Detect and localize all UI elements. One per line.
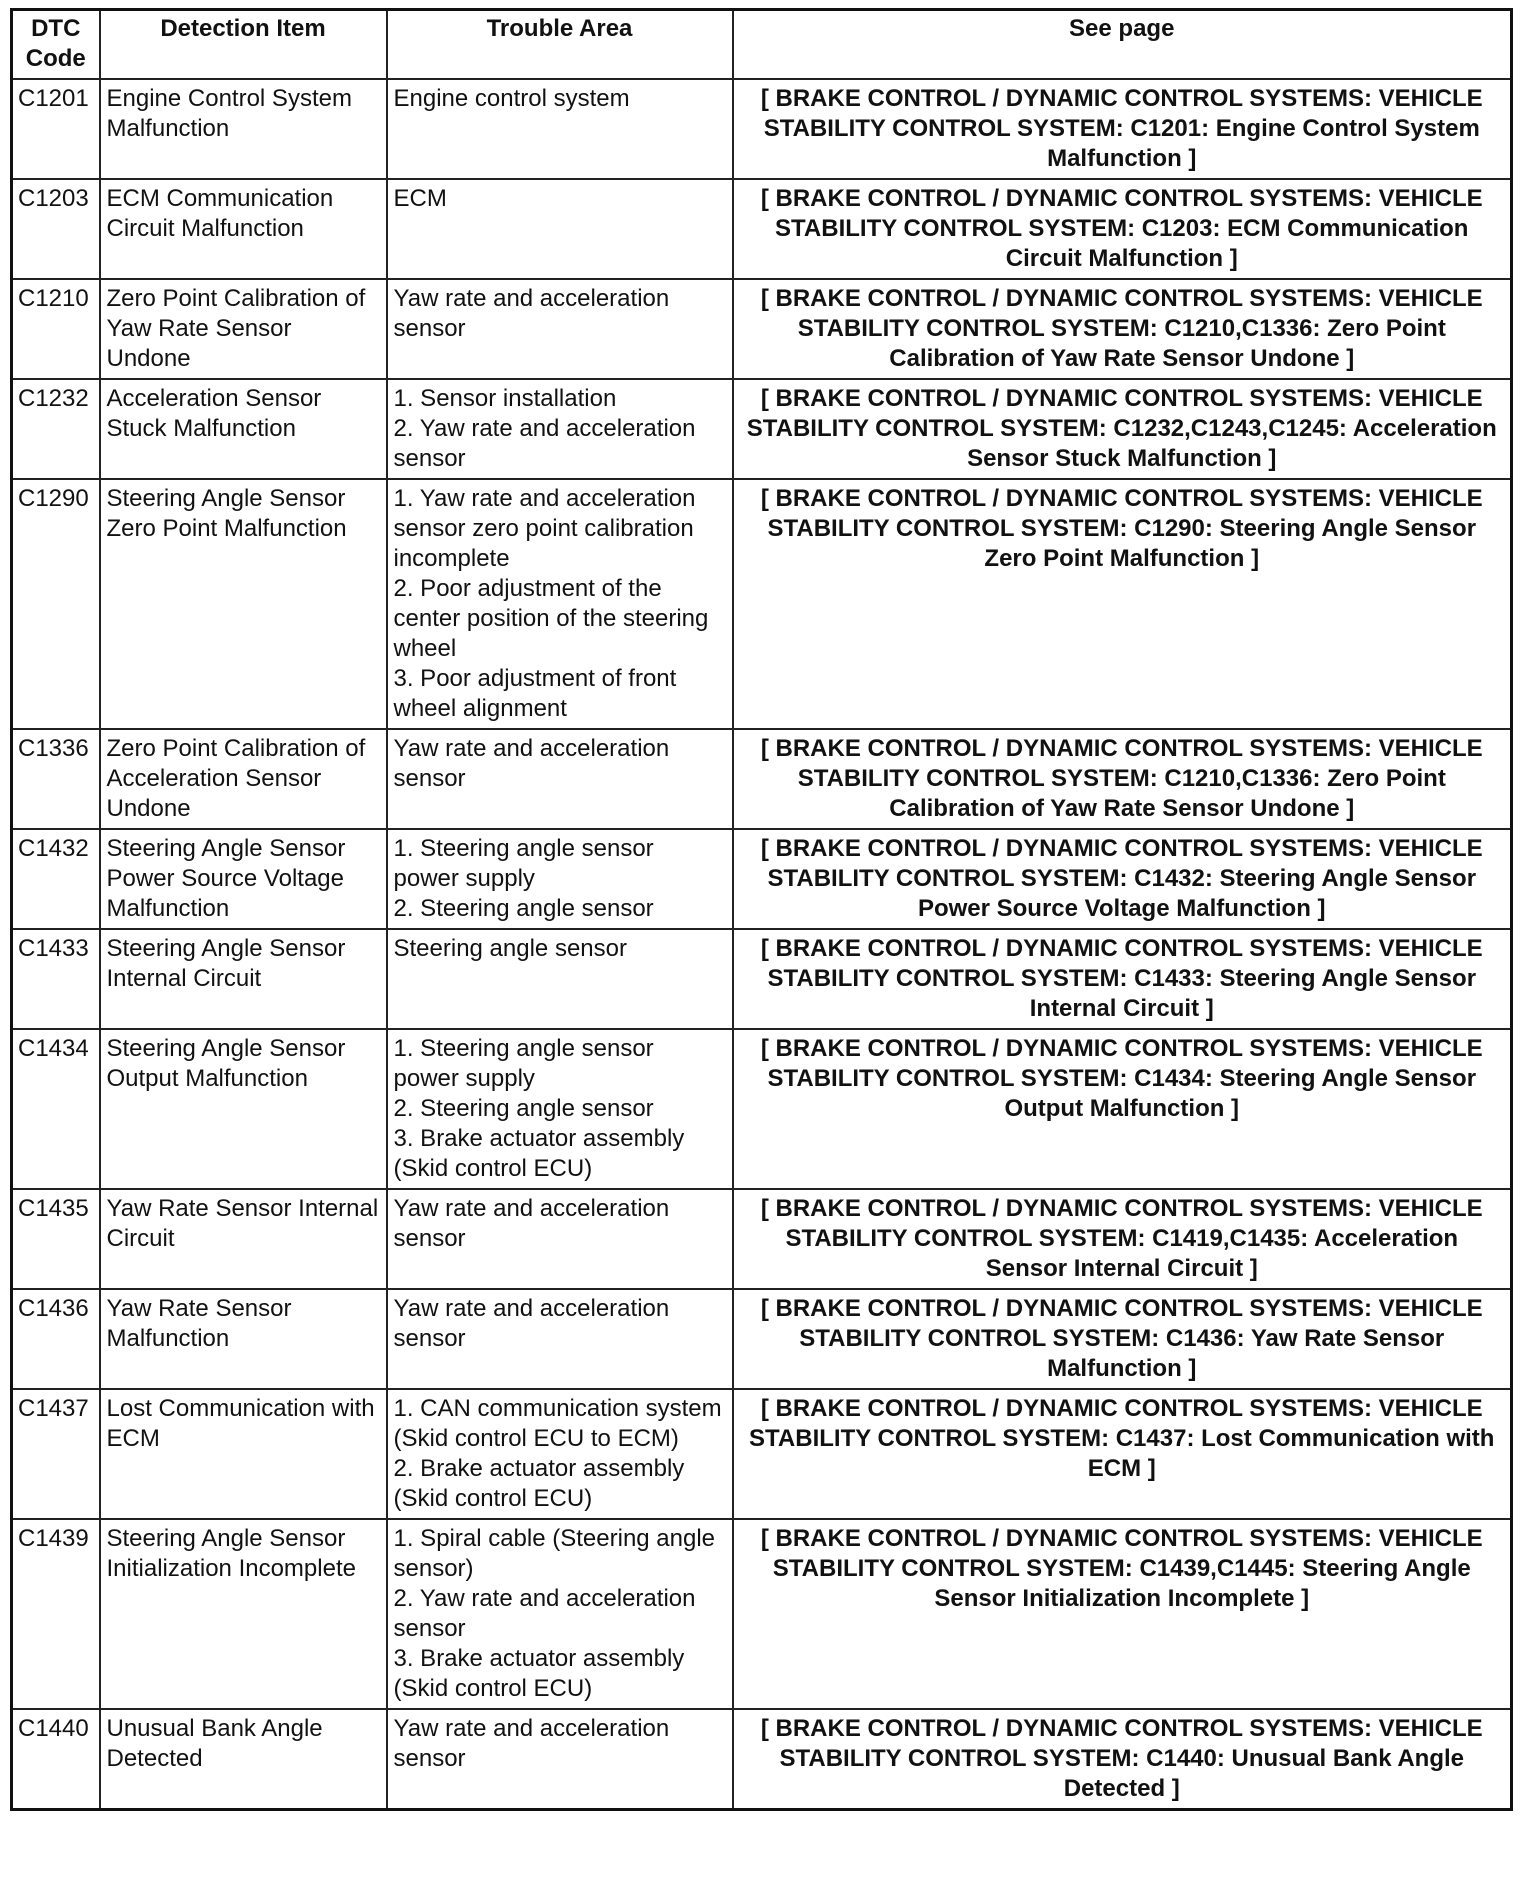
dtc-code-cell: C1436 (12, 1289, 100, 1389)
dtc-code-cell: C1336 (12, 729, 100, 829)
table-row (12, 1029, 1512, 1189)
trouble-area-cell (387, 1189, 733, 1289)
trouble-area-line: Yaw rate and acceleration sensor (393, 1715, 670, 1772)
trouble-area-cell (387, 279, 733, 379)
see-page-reference[interactable]: [ BRAKE CONTROL / DYNAMIC CONTROL SYSTEMS: VEHICLE STABILITY CONTROL SYSTEM: C1210,C1336: Zero Point Calibration of Yaw Rate Sensor Undone ] (733, 279, 1512, 379)
detection-item-cell: Engine Control System Malfunction (100, 79, 387, 179)
dtc-code-cell: C1437 (12, 1389, 100, 1519)
table-row (12, 829, 1512, 929)
table-row (12, 479, 1512, 729)
see-page-reference[interactable]: [ BRAKE CONTROL / DYNAMIC CONTROL SYSTEMS: VEHICLE STABILITY CONTROL SYSTEM: C1439,C1445: Steering Angle Sensor Initialization Incomplete ] (733, 1519, 1512, 1709)
table-row (12, 1519, 1512, 1709)
trouble-area-line: Engine control system (393, 85, 630, 112)
table-row (12, 1389, 1512, 1519)
detection-item-cell: Zero Point Calibration of Yaw Rate Sensor Undone (100, 279, 387, 379)
detection-item-cell: ECM Communication Circuit Malfunction (100, 179, 387, 279)
header-dtc-code (12, 10, 100, 80)
see-page-reference[interactable]: [ BRAKE CONTROL / DYNAMIC CONTROL SYSTEMS: VEHICLE STABILITY CONTROL SYSTEM: C1290: Steering Angle Sensor Zero Point Malfunction ] (733, 479, 1512, 729)
see-page-reference[interactable]: [ BRAKE CONTROL / DYNAMIC CONTROL SYSTEMS: VEHICLE STABILITY CONTROL SYSTEM: C1432: Steering Angle Sensor Power Source Voltage Malfunction ] (733, 829, 1512, 929)
trouble-area-cell (387, 729, 733, 829)
trouble-area-line: 2. Brake actuator assembly (Skid control ECU) (393, 1455, 685, 1512)
see-page-reference[interactable]: [ BRAKE CONTROL / DYNAMIC CONTROL SYSTEMS: VEHICLE STABILITY CONTROL SYSTEM: C1440: Unusual Bank Angle Detected ] (733, 1709, 1512, 1810)
dtc-code-cell: C1439 (12, 1519, 100, 1709)
detection-item-cell: Zero Point Calibration of Acceleration Sensor Undone (100, 729, 387, 829)
trouble-area-cell (387, 479, 733, 729)
header-dtc-code-line2: Code (25, 45, 86, 72)
see-page-reference[interactable]: [ BRAKE CONTROL / DYNAMIC CONTROL SYSTEMS: VEHICLE STABILITY CONTROL SYSTEM: C1210,C1336: Zero Point Calibration of Yaw Rate Sensor Undone ] (733, 729, 1512, 829)
table-row (12, 929, 1512, 1029)
see-page-reference[interactable]: [ BRAKE CONTROL / DYNAMIC CONTROL SYSTEMS: VEHICLE STABILITY CONTROL SYSTEM: C1433: Steering Angle Sensor Internal Circuit ] (733, 929, 1512, 1029)
table-row (12, 1189, 1512, 1289)
trouble-area-line: Yaw rate and acceleration sensor (393, 285, 670, 342)
dtc-code-cell: C1433 (12, 929, 100, 1029)
trouble-area-cell (387, 379, 733, 479)
trouble-area-cell (387, 829, 733, 929)
trouble-area-line: ECM (393, 185, 447, 212)
trouble-area-line: 2. Steering angle sensor (393, 1095, 654, 1122)
dtc-code-cell: C1232 (12, 379, 100, 479)
trouble-area-cell (387, 179, 733, 279)
dtc-code-cell: C1434 (12, 1029, 100, 1189)
trouble-area-line: 2. Yaw rate and acceleration sensor (393, 415, 696, 472)
see-page-reference[interactable]: [ BRAKE CONTROL / DYNAMIC CONTROL SYSTEMS: VEHICLE STABILITY CONTROL SYSTEM: C1203: ECM Communication Circuit Malfunction ] (733, 179, 1512, 279)
trouble-area-line: 1. Steering angle sensor power supply (393, 1035, 654, 1092)
trouble-area-line: 2. Yaw rate and acceleration sensor (393, 1585, 696, 1642)
table-row (12, 1709, 1512, 1810)
table-row (12, 1289, 1512, 1389)
dtc-code-cell: C1440 (12, 1709, 100, 1810)
header-detection-item: Detection Item (100, 10, 387, 80)
trouble-area-line: 3. Brake actuator assembly (Skid control ECU) (393, 1645, 685, 1702)
detection-item-cell: Yaw Rate Sensor Internal Circuit (100, 1189, 387, 1289)
detection-item-cell: Steering Angle Sensor Zero Point Malfunction (100, 479, 387, 729)
trouble-area-line: Steering angle sensor (393, 935, 627, 962)
trouble-area-line: 2. Steering angle sensor (393, 895, 654, 922)
detection-item-cell: Steering Angle Sensor Power Source Voltage Malfunction (100, 829, 387, 929)
table-row (12, 179, 1512, 279)
trouble-area-cell (387, 1289, 733, 1389)
trouble-area-line: Yaw rate and acceleration sensor (393, 1195, 670, 1252)
dtc-code-cell: C1290 (12, 479, 100, 729)
trouble-area-line: Yaw rate and acceleration sensor (393, 1295, 670, 1352)
see-page-reference[interactable]: [ BRAKE CONTROL / DYNAMIC CONTROL SYSTEMS: VEHICLE STABILITY CONTROL SYSTEM: C1201: Engine Control System Malfunction ] (733, 79, 1512, 179)
trouble-area-line: 2. Poor adjustment of the center position of the steering wheel (393, 575, 709, 662)
trouble-area-cell (387, 1389, 733, 1519)
trouble-area-line: 3. Poor adjustment of front wheel alignment (393, 665, 677, 722)
trouble-area-cell (387, 79, 733, 179)
detection-item-cell: Acceleration Sensor Stuck Malfunction (100, 379, 387, 479)
see-page-reference[interactable]: [ BRAKE CONTROL / DYNAMIC CONTROL SYSTEMS: VEHICLE STABILITY CONTROL SYSTEM: C1419,C1435: Acceleration Sensor Internal Circuit ] (733, 1189, 1512, 1289)
dtc-table-container (10, 8, 1510, 1811)
see-page-reference[interactable]: [ BRAKE CONTROL / DYNAMIC CONTROL SYSTEMS: VEHICLE STABILITY CONTROL SYSTEM: C1437: Lost Communication with ECM ] (733, 1389, 1512, 1519)
detection-item-cell: Lost Communication with ECM (100, 1389, 387, 1519)
detection-item-cell: Yaw Rate Sensor Malfunction (100, 1289, 387, 1389)
detection-item-cell: Unusual Bank Angle Detected (100, 1709, 387, 1810)
see-page-reference[interactable]: [ BRAKE CONTROL / DYNAMIC CONTROL SYSTEMS: VEHICLE STABILITY CONTROL SYSTEM: C1434: Steering Angle Sensor Output Malfunction ] (733, 1029, 1512, 1189)
header-dtc-code-line1: DTC (31, 15, 81, 42)
header-trouble-area: Trouble Area (387, 10, 733, 80)
trouble-area-cell (387, 1709, 733, 1810)
table-row (12, 279, 1512, 379)
trouble-area-line: 1. Spiral cable (Steering angle sensor) (393, 1525, 716, 1582)
dtc-code-cell: C1435 (12, 1189, 100, 1289)
trouble-area-line: 3. Brake actuator assembly (Skid control ECU) (393, 1125, 685, 1182)
dtc-code-cell: C1203 (12, 179, 100, 279)
header-see-page: See page (733, 10, 1512, 80)
see-page-reference[interactable]: [ BRAKE CONTROL / DYNAMIC CONTROL SYSTEMS: VEHICLE STABILITY CONTROL SYSTEM: C1436: Yaw Rate Sensor Malfunction ] (733, 1289, 1512, 1389)
table-row (12, 729, 1512, 829)
dtc-code-cell: C1210 (12, 279, 100, 379)
trouble-area-line: 1. Steering angle sensor power supply (393, 835, 654, 892)
table-row (12, 379, 1512, 479)
table-header-row (12, 10, 1512, 80)
detection-item-cell: Steering Angle Sensor Initialization Incomplete (100, 1519, 387, 1709)
table-row (12, 79, 1512, 179)
dtc-table (10, 8, 1513, 1811)
see-page-reference[interactable]: [ BRAKE CONTROL / DYNAMIC CONTROL SYSTEMS: VEHICLE STABILITY CONTROL SYSTEM: C1232,C1243,C1245: Acceleration Sensor Stuck Malfunction ] (733, 379, 1512, 479)
trouble-area-line: 1. CAN communication system (Skid control ECU to ECM) (393, 1395, 722, 1452)
trouble-area-line: Yaw rate and acceleration sensor (393, 735, 670, 792)
table-body (12, 79, 1512, 1810)
dtc-code-cell: C1432 (12, 829, 100, 929)
detection-item-cell: Steering Angle Sensor Output Malfunction (100, 1029, 387, 1189)
trouble-area-cell (387, 929, 733, 1029)
trouble-area-cell (387, 1519, 733, 1709)
trouble-area-cell (387, 1029, 733, 1189)
trouble-area-line: 1. Sensor installation (393, 385, 617, 412)
dtc-code-cell: C1201 (12, 79, 100, 179)
trouble-area-line: 1. Yaw rate and acceleration sensor zero point calibration incomplete (393, 485, 696, 572)
detection-item-cell: Steering Angle Sensor Internal Circuit (100, 929, 387, 1029)
